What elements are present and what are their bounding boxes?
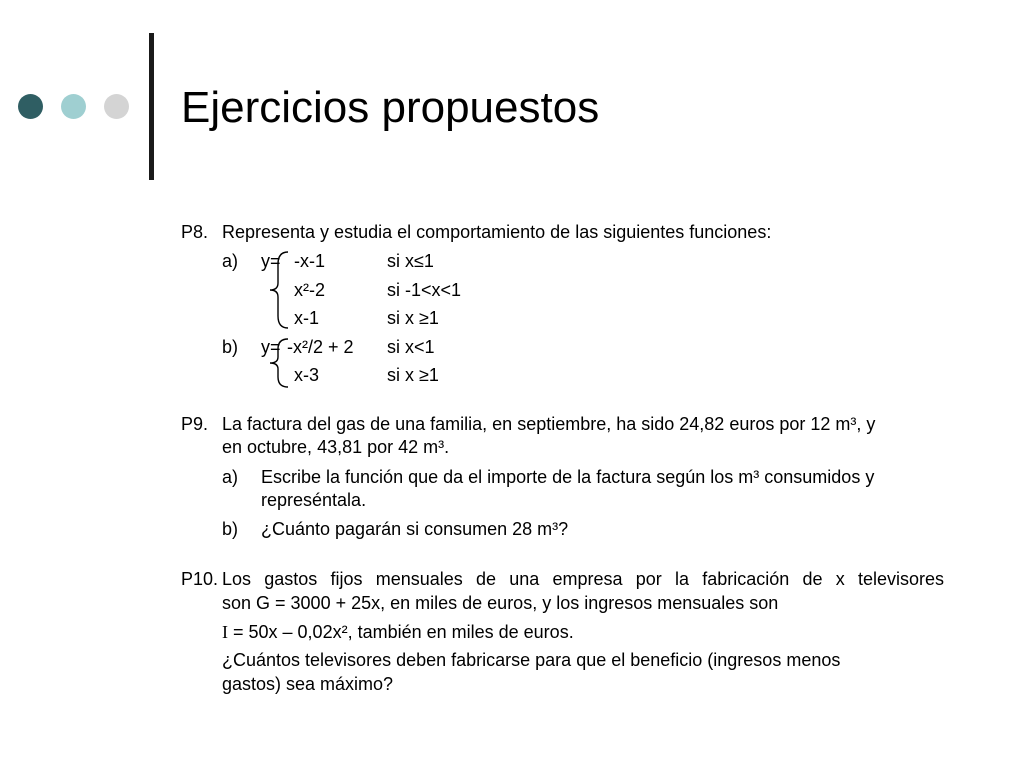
p8-a-expr-1: -x-1: [294, 251, 325, 271]
p10-line-5: gastos) sea máximo?: [222, 674, 394, 694]
p9-b-label: b): [222, 519, 239, 539]
p9-number: P9.: [181, 414, 209, 434]
p10-line-1: Los gastos fijos mensuales de una empresa por la fabricación de x televisores: [222, 569, 944, 589]
p8-b-cond-1: si x<1: [387, 337, 435, 357]
p8-a-label: a): [222, 251, 239, 271]
p10-line-3-text: = 50x – 0,02x², también en miles de euros.: [228, 622, 574, 642]
p8-a-expr-3: x-1: [294, 308, 320, 328]
p8-a-cond-1: si x≤1: [387, 251, 434, 271]
p10-number: P10.: [181, 569, 219, 589]
p8-b-label: b): [222, 337, 239, 357]
p8-a-expr-2: x²-2: [294, 280, 325, 300]
p8-b-cond-2: si x ≥1: [387, 365, 439, 385]
p8-b-y: y=: [261, 337, 281, 357]
slide-title: Ejercicios propuestos: [181, 83, 600, 132]
p9-a-line-1: Escribe la función que da el importe de la factura según los m³ consumidos y: [261, 467, 875, 487]
p8-a-brace: [264, 250, 294, 330]
p8-statement: Representa y estudia el comportamiento de las siguientes funciones:: [222, 222, 772, 242]
p9-line-2: en octubre, 43,81 por 42 m³.: [222, 437, 450, 457]
p10-line-3: [222, 621, 574, 643]
p9-line-1: La factura del gas de una familia, en septiembre, ha sido 24,82 euros por 12 m³, y: [222, 414, 876, 434]
p8-a-cond-3: si x ≥1: [387, 308, 439, 328]
p8-number: P8.: [181, 222, 209, 242]
p8-b-expr-2: x-3: [294, 365, 320, 385]
p9-a-label: a): [222, 467, 239, 487]
p9-a-line-2: represéntala.: [261, 490, 367, 510]
p10-line-2: son G = 3000 + 25x, en miles de euros, y los ingresos mensuales son: [222, 593, 779, 613]
p8-b-expr-1: -x²/2 + 2: [287, 337, 354, 357]
income-symbol: I: [222, 622, 228, 642]
p9-b-text: ¿Cuánto pagarán si consumen 28 m³?: [261, 519, 569, 539]
p10-line-4: ¿Cuántos televisores deben fabricarse para que el beneficio (ingresos menos: [222, 650, 841, 670]
p8-a-cond-2: si -1<x<1: [387, 280, 462, 300]
p8-a-y: y=: [261, 251, 281, 271]
